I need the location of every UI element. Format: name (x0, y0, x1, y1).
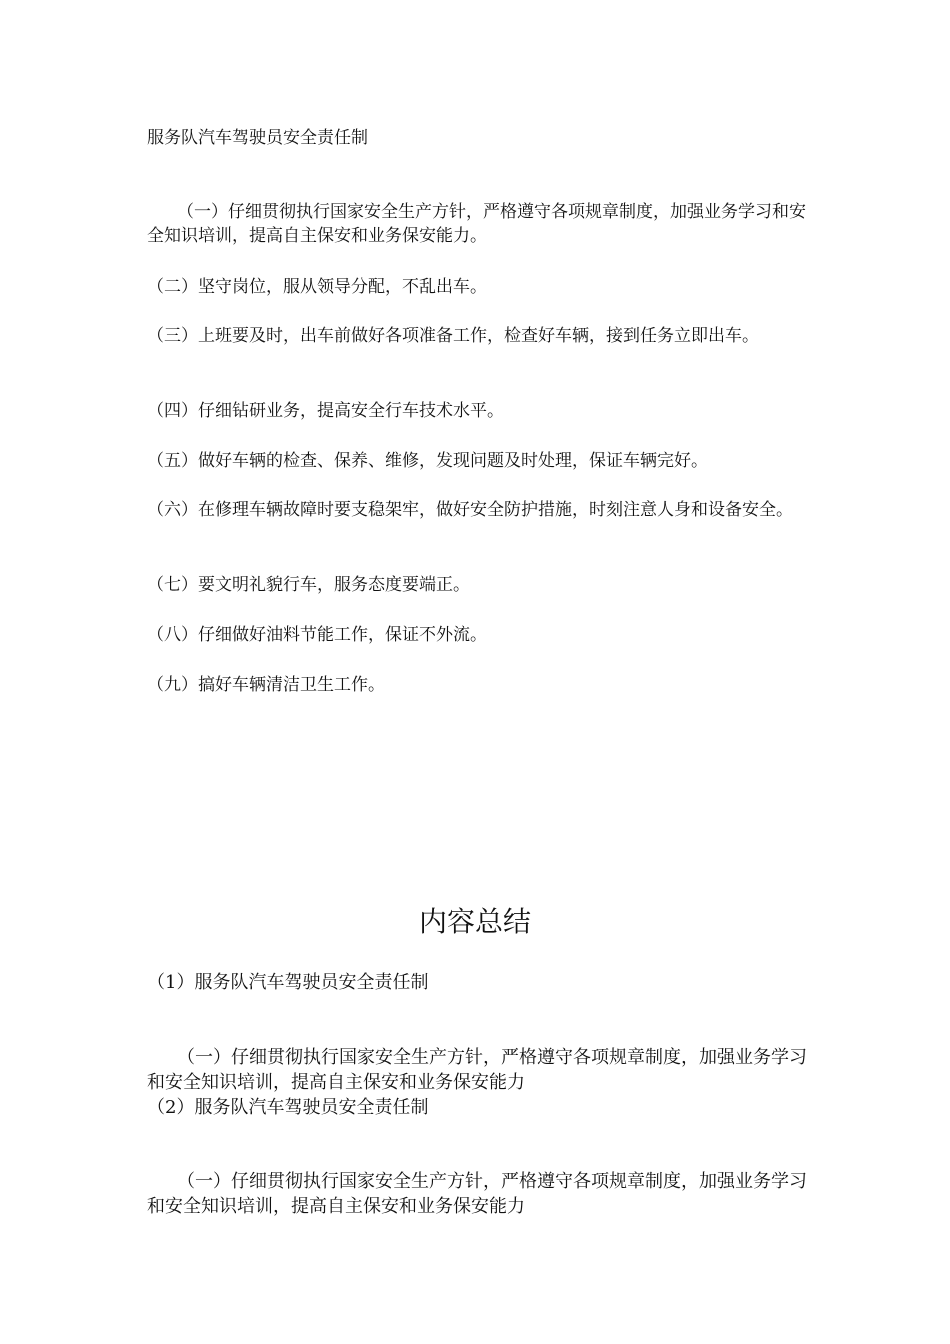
clause-9: （九）搞好车辆清洁卫生工作。 (147, 675, 385, 695)
clause-5: （五）做好车辆的检查、保养、维修，发现问题及时处理，保证车辆完好。 (147, 451, 708, 471)
clause-7: （七）要文明礼貌行车，服务态度要端正。 (147, 575, 470, 595)
clause-8: （八）仔细做好油料节能工作，保证不外流。 (147, 625, 487, 645)
summary-item-2-title: （2）服务队汽车驾驶员安全责任制 (147, 1097, 429, 1118)
clause-6: （六）在修理车辆故障时要支稳架牢，做好安全防护措施，时刻注意人身和设备安全。 (147, 500, 793, 520)
clause-1: （一）仔细贯彻执行国家安全生产方针，严格遵守各项规章制度，加强业务学习和安全知识培训，提高自主保安和业务保安能力。 (147, 202, 806, 246)
clause-3: （三）上班要及时，出车前做好各项准备工作，检查好车辆，接到任务立即出车。 (147, 326, 759, 346)
summary-item-2-text: （一）仔细贯彻执行国家安全生产方针，严格遵守各项规章制度，加强业务学习和安全知识培训，提高自主保安和业务保安能力 (147, 1171, 807, 1217)
summary-item-1-text: （一）仔细贯彻执行国家安全生产方针，严格遵守各项规章制度，加强业务学习和安全知识培训，提高自主保安和业务保安能力 (147, 1047, 807, 1093)
clause-2: （二）坚守岗位，服从领导分配，不乱出车。 (147, 277, 487, 297)
clause-4: （四）仔细钻研业务，提高安全行车技术水平。 (147, 401, 504, 421)
summary-heading: 内容总结 (418, 905, 531, 938)
summary-item-1-title: （1）服务队汽车驾驶员安全责任制 (147, 972, 429, 993)
document-title: 服务队汽车驾驶员安全责任制 (147, 128, 368, 148)
